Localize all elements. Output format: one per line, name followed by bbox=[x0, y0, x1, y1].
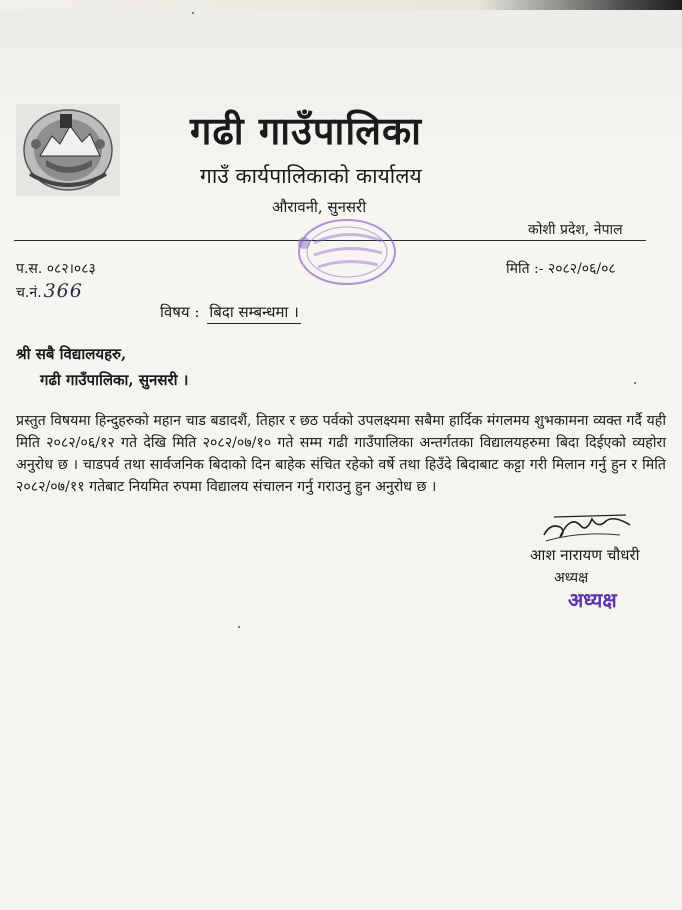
subject-label: विषय : bbox=[160, 303, 200, 321]
scan-speck bbox=[192, 12, 194, 14]
nepal-emblem-icon bbox=[16, 104, 120, 196]
date-label: मिति :- bbox=[506, 261, 544, 277]
letter-date bbox=[506, 259, 616, 278]
cn-value: 366 bbox=[43, 280, 83, 302]
signatory-name: आश नारायण चौधरी bbox=[530, 546, 640, 564]
office-stamp-seal bbox=[292, 213, 402, 291]
ps-value: ०८२।०८३ bbox=[46, 261, 96, 277]
org-name: गढी गाउँपालिका bbox=[190, 108, 422, 153]
signatory-stamp: अध्यक्ष bbox=[568, 588, 617, 612]
province-label: कोशी प्रदेश, नेपाल bbox=[528, 222, 623, 238]
cn-reference bbox=[16, 280, 83, 302]
subject-text: बिदा सम्बन्धमा । bbox=[207, 303, 300, 324]
scan-speck bbox=[238, 626, 240, 628]
handwritten-signature bbox=[540, 505, 635, 545]
subject-line bbox=[160, 302, 301, 322]
office-name: गाउँ कार्यपालिकाको कार्यालय bbox=[200, 164, 422, 188]
office-address: औरावनी, सुनसरी bbox=[272, 198, 367, 216]
ps-reference bbox=[16, 259, 96, 278]
date-value: २०८२/०६/०८ bbox=[547, 261, 616, 277]
letter-body: प्रस्तुत विषयमा हिन्दुहरुको महान चाड बडादशैं, तिहार र छठ पर्वको उपलक्ष्यमा सबैमा हार्दिक मंगलमय शुभकामना व्यक्त गर्दै यही मिति २०८२/०६/१२ गते देखि मिति २०८२/०७/१० गते सम्म गढी गाउँपालिका अन्तर्गतका विद्यालयहरुमा बिदा दिईएको व्यहोरा अनुरोध छ । चाडपर्व तथा सार्वजनिक बिदाको दिन बाहेक संचित रहेको वर्षे तथा हिउँदे बिदाबाट कट्टा गरी मिलान गर्नु हुन र मिति २०८२/०७/११ गतेबाट नियमित रुपमा विद्यालय संचालन गर्नु गराउनु हुन अनुरोध छ । bbox=[16, 413, 666, 495]
signatory-title: अध्यक्ष bbox=[554, 570, 589, 586]
ps-label: प.स. bbox=[16, 261, 43, 277]
scan-edge bbox=[0, 0, 682, 10]
recipient-line-1: श्री सबै विद्यालयहरु, bbox=[16, 345, 127, 363]
scan-speck bbox=[634, 382, 636, 384]
recipient-line-2: गढी गाउँपालिका, सुनसरी । bbox=[40, 371, 189, 389]
cn-label: च.नं. bbox=[16, 285, 42, 301]
